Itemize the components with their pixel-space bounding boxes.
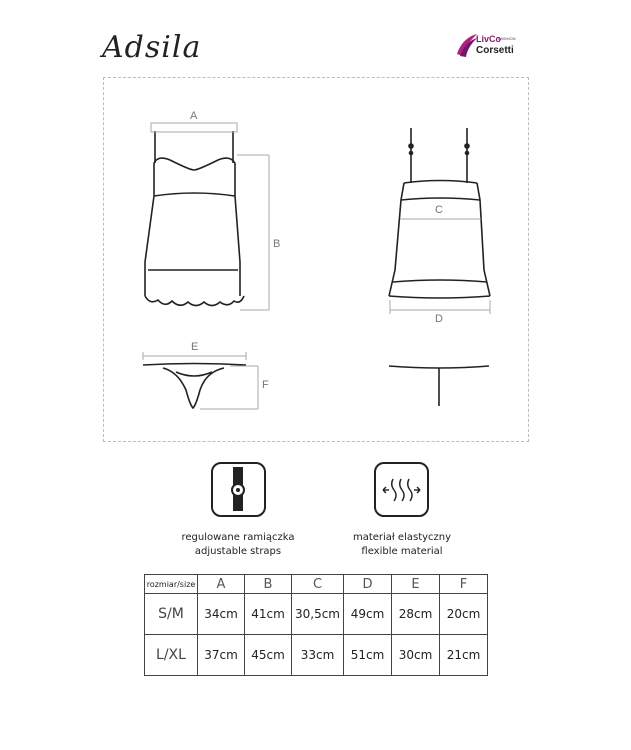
feature-caption-material bbox=[312, 531, 492, 559]
logo-wordmark-top: LivCo bbox=[476, 34, 502, 44]
size-label: L/XL bbox=[145, 635, 198, 676]
column-header: A bbox=[198, 575, 245, 594]
product-title: Adsila bbox=[102, 30, 202, 65]
size-value: 20cm bbox=[440, 594, 488, 635]
adjustable-strap-icon bbox=[211, 462, 266, 517]
dimension-lines-front bbox=[151, 123, 269, 310]
size-value: 45cm bbox=[245, 635, 292, 676]
column-header: B bbox=[245, 575, 292, 594]
size-value: 51cm bbox=[344, 635, 392, 676]
dimension-lines-back bbox=[390, 219, 490, 314]
size-value: 41cm bbox=[245, 594, 292, 635]
column-header: C bbox=[292, 575, 344, 594]
size-table-corner: rozmiar/size bbox=[145, 575, 198, 594]
dimension-lines-thong bbox=[143, 352, 258, 409]
feature-label-pl: regulowane ramiączka bbox=[181, 532, 295, 543]
size-value: 21cm bbox=[440, 635, 488, 676]
size-value: 34cm bbox=[198, 594, 245, 635]
size-value: 28cm bbox=[392, 594, 440, 635]
size-value: 33cm bbox=[292, 635, 344, 676]
thong-front-drawing bbox=[143, 364, 246, 409]
column-header: F bbox=[440, 575, 488, 594]
logo-wordmark-bottom: Corsetti bbox=[476, 45, 514, 56]
stretch-material-icon bbox=[374, 462, 429, 517]
size-value: 30,5cm bbox=[292, 594, 344, 635]
size-table bbox=[144, 574, 488, 676]
dimension-label-e: E bbox=[191, 341, 199, 353]
column-header: D bbox=[344, 575, 392, 594]
chemise-front-drawing bbox=[145, 131, 244, 306]
dimension-label-b: B bbox=[273, 238, 281, 250]
dimension-label-a: A bbox=[190, 110, 198, 122]
feature-caption-straps bbox=[148, 531, 328, 559]
feature-label-en: adjustable straps bbox=[194, 546, 282, 557]
column-header: E bbox=[392, 575, 440, 594]
size-value: 37cm bbox=[198, 635, 245, 676]
thong-back-drawing bbox=[389, 366, 489, 406]
dimension-label-f: F bbox=[262, 379, 269, 391]
table-row bbox=[145, 594, 488, 635]
feature-label-pl: materiał elastyczny bbox=[352, 532, 452, 543]
logo-subtext: FASHION bbox=[498, 36, 516, 41]
feature-label-en: flexible material bbox=[361, 546, 443, 557]
size-value: 49cm bbox=[344, 594, 392, 635]
size-value: 30cm bbox=[392, 635, 440, 676]
size-table-header-row bbox=[145, 575, 488, 594]
size-label: S/M bbox=[145, 594, 198, 635]
dimension-label-d: D bbox=[435, 313, 443, 325]
dimension-label-c: C bbox=[435, 204, 443, 216]
table-row bbox=[145, 635, 488, 676]
